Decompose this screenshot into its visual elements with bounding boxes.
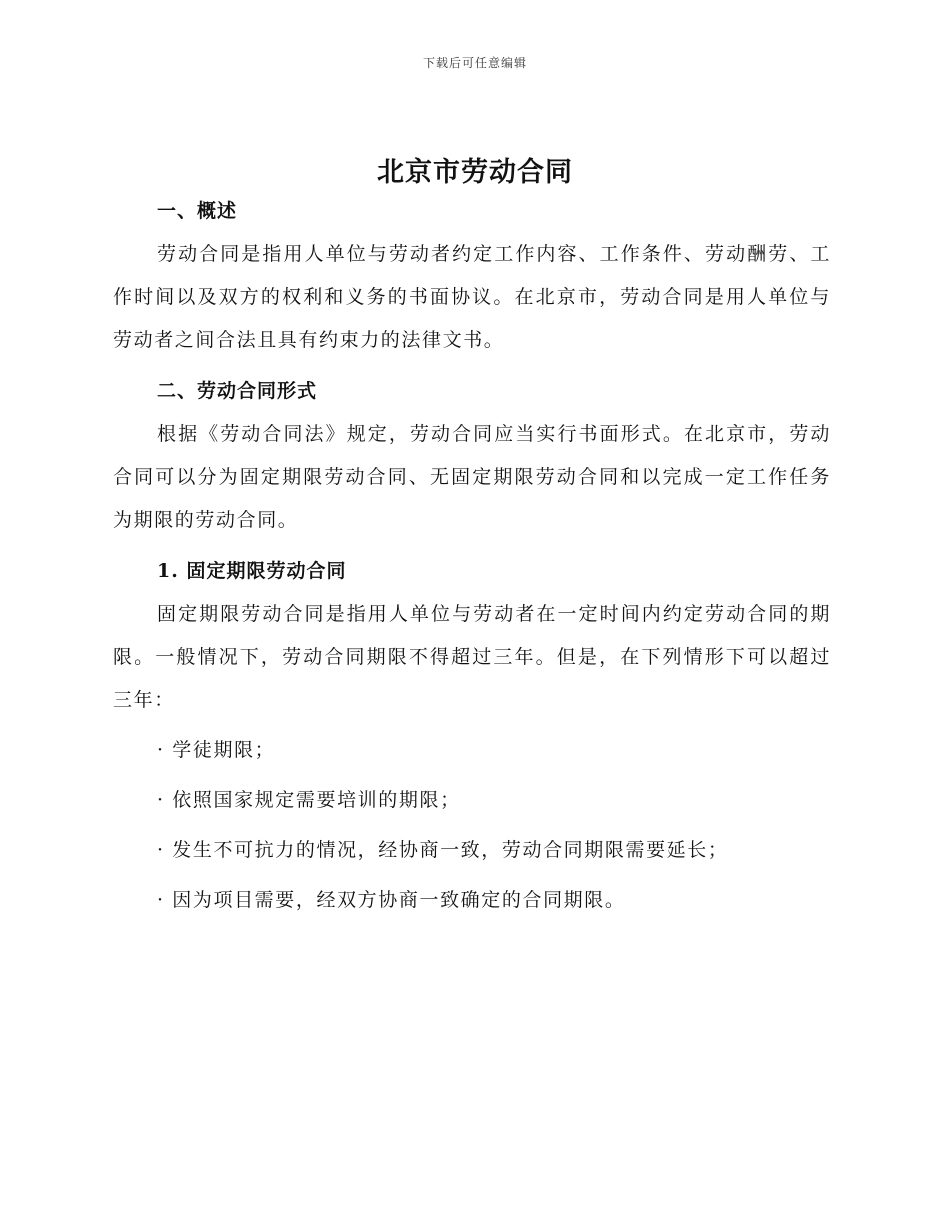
list-item: · 发生不可抗力的情况，经协商一致，劳动合同期限需要延长； xyxy=(157,839,729,861)
section-heading-overview: 一、概述 xyxy=(157,200,238,222)
header-note: 下载后可任意编辑 xyxy=(422,56,527,70)
subsection-heading-fixed-term: 1. 固定期限劳动合同 xyxy=(157,560,347,582)
document-title: 北京市劳动合同 xyxy=(377,157,573,188)
list-item: · 学徒期限； xyxy=(157,739,276,761)
list-item: · 因为项目需要，经双方协商一致确定的合同期限。 xyxy=(157,889,626,911)
paragraph-overview: 劳动合同是指用人单位与劳动者约定工作内容、工作条件、劳动酬劳、工作时间以及双方的权利和义务的书面协议。在北京市，劳动合同是用人单位与劳动者之间合法且具有约束力的法律文书。 xyxy=(113,243,831,351)
paragraph-fixed-term: 固定期限劳动合同是指用人单位与劳动者在一定时间内约定劳动合同的期限。一般情况下，劳动合同期限不得超过三年。但是，在下列情形下可以超过三年： xyxy=(113,603,831,711)
section-heading-form: 二、劳动合同形式 xyxy=(157,380,318,402)
paragraph-form: 根据《劳动合同法》规定，劳动合同应当实行书面形式。在北京市，劳动合同可以分为固定期限劳动合同、无固定期限劳动合同和以完成一定工作任务为期限的劳动合同。 xyxy=(113,423,831,531)
document-body xyxy=(113,196,831,922)
list-item: · 依照国家规定需要培训的期限； xyxy=(157,789,461,811)
